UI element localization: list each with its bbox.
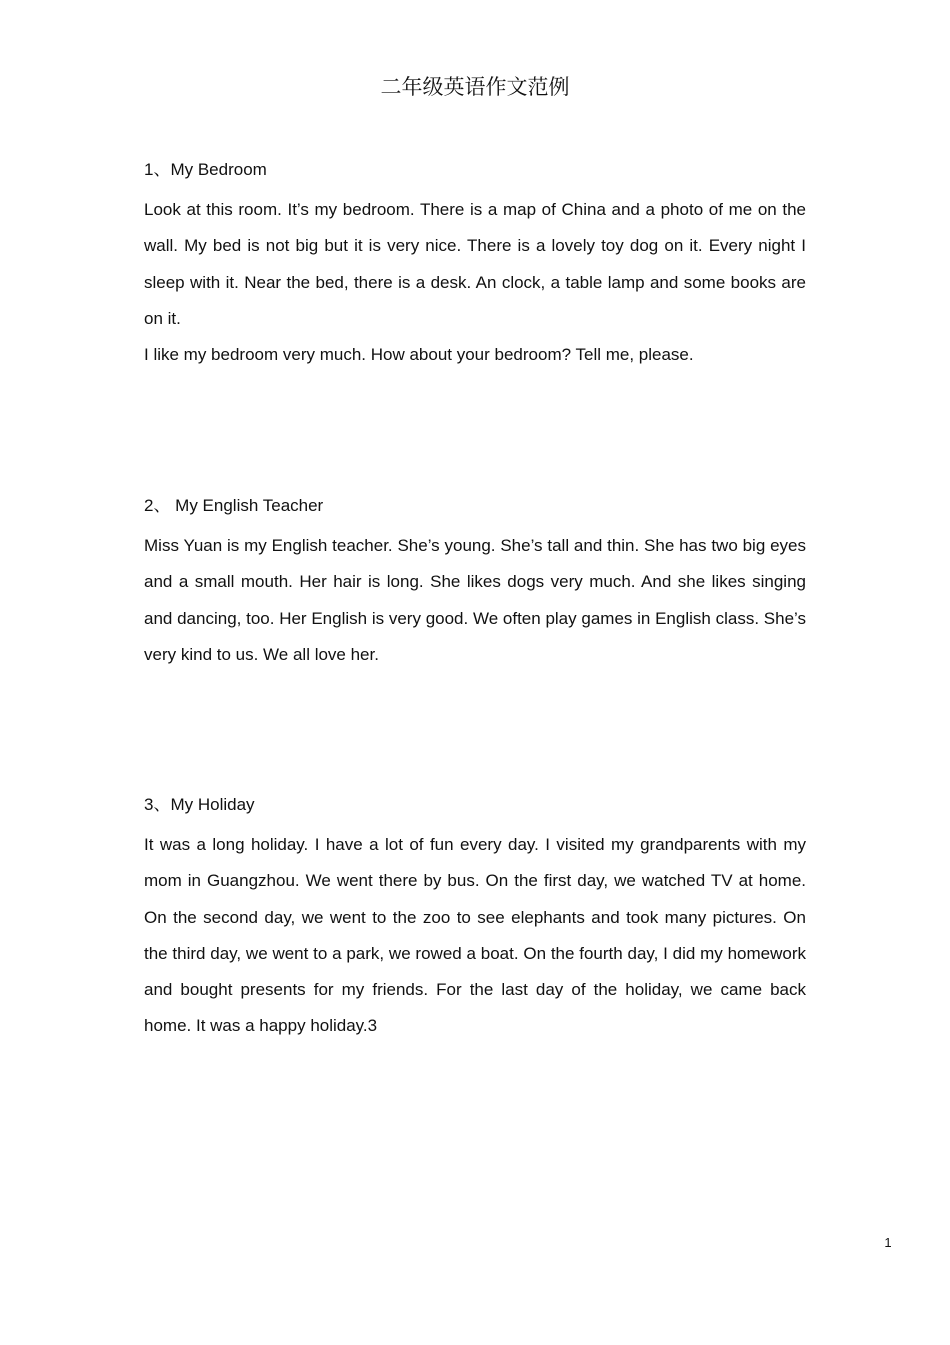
section-body-my-bedroom [144, 192, 806, 373]
paragraph: I like my bedroom very much. How about your bedroom? Tell me, please. [144, 345, 694, 365]
page-title: 二年级英语作文范例 [380, 75, 570, 99]
section-heading-my-english-teacher: 2、 My English Teacher [144, 496, 324, 515]
paragraph: Miss Yuan is my English teacher. She’s young. She’s tall and thin. She has two big eyes and a small mouth. Her hair is long. She likes dogs very much. And she likes singing and dancing, too. Her English is very good. We often play games in English class. She’s very kind to us. We all love her. [144, 536, 806, 664]
paragraph: It was a long holiday. I have a lot of fun every day. I visited my grandparents with my mom in Guangzhou. We went there by bus. On the first day, we watched TV at home. On the second day, we went to the zoo to see elephants and took many pictures. On the third day, we went to a park, we rowed a boat. On the fourth day, I did my homework and bought presents for my friends. For the last day of the holiday, we came back home. It was a happy holiday.3 [144, 835, 806, 1036]
section-heading-my-holiday: 3、My Holiday [144, 795, 255, 814]
paragraph: Look at this room. It’s my bedroom. There is a map of China and a photo of me on the wall. My bed is not big but it is very nice. There is a lovely toy dog on it. Every night I sleep with it. Near the bed, there is a desk. An clock, a table lamp and some books are on it. [144, 200, 806, 328]
page-number: 1 [884, 1235, 892, 1250]
section-body-my-english-teacher [144, 528, 806, 673]
section-body-my-holiday [144, 827, 806, 1045]
section-heading-my-bedroom: 1、My Bedroom [144, 160, 267, 179]
